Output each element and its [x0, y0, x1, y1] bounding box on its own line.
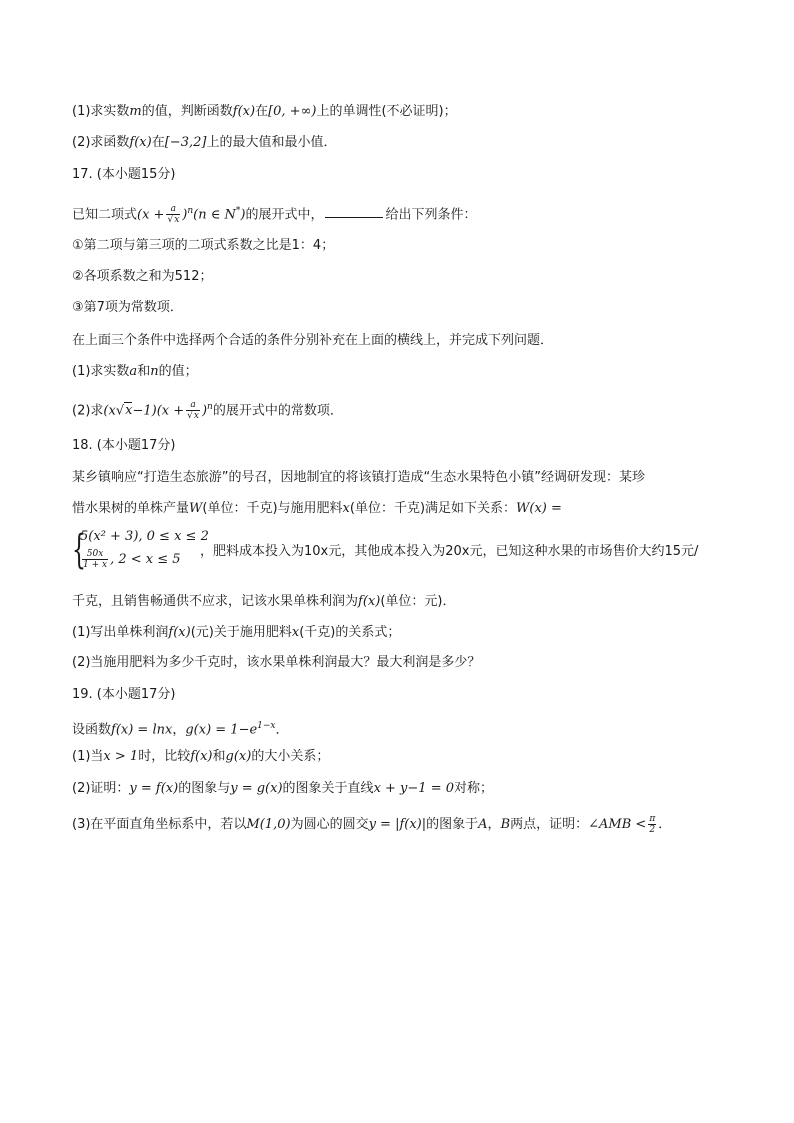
math-expr: f(x) — [358, 594, 381, 609]
text: ， — [487, 817, 501, 832]
p17-condition-3: ③第7项为常数项． — [72, 300, 183, 315]
text: 的大小关系； — [251, 749, 330, 764]
text: (单位：千克)满足如下关系： — [349, 501, 517, 516]
text: (2)求函数 — [72, 135, 130, 150]
p16-question-2 — [72, 134, 336, 152]
text: 上的最大值和最小值． — [206, 135, 337, 150]
p18-text-line-3: ，肥料成本投入为10x元，其他成本投入为20x元，已知这种水果的市场售价大约15元/ — [200, 544, 699, 559]
p17-question-2 — [72, 396, 343, 422]
math-expr: ∠AMB < — [588, 817, 647, 832]
p19-definition — [72, 717, 289, 739]
math-expr: y = f(x) — [129, 781, 179, 796]
math-var: B — [500, 817, 511, 832]
p17-condition-2: ②各项系数之和为512； — [72, 269, 213, 284]
math-expr: y = |f(x)| — [368, 817, 427, 832]
fraction-denominator: x — [193, 411, 199, 422]
text: 对称； — [454, 781, 494, 796]
text: 的图象与 — [178, 781, 231, 796]
p17-condition-1: ①第二项与第三项的二项式系数之比是1：4； — [72, 238, 335, 253]
text: (1)求实数 — [72, 364, 130, 379]
p19-question-1 — [72, 748, 329, 766]
math-expr: M(1,0) — [246, 817, 291, 832]
text: 的展开式中的常数项． — [212, 403, 343, 419]
math-expr: f(x) — [232, 104, 256, 119]
fraction — [166, 204, 180, 225]
fraction-numerator: a — [190, 400, 196, 411]
text: 上的单调性(不必证明)； — [316, 104, 457, 119]
text: 的值； — [158, 364, 198, 379]
fraction-denominator: x — [174, 215, 180, 226]
text: 的图象于 — [426, 817, 479, 832]
text: (1)求实数 — [72, 104, 130, 119]
math-expr: g(x) — [225, 749, 252, 764]
exponent: * — [235, 206, 241, 216]
math-expr: y = g(x) — [230, 781, 283, 796]
math-expr: f(x) — [168, 625, 191, 640]
p17-question-1 — [72, 363, 198, 381]
fill-in-blank — [325, 205, 383, 218]
p18-heading: 18. (本小题17分) — [72, 438, 176, 453]
text: 给出下列条件： — [385, 207, 477, 223]
p18-text-line-4 — [72, 593, 455, 611]
text: (1)写出单株利润 — [72, 625, 169, 640]
math-expr: f(x) — [190, 749, 213, 764]
text: (单位：千克)与施用肥料 — [202, 501, 343, 516]
sqrt-sign: √ — [167, 215, 174, 226]
math-interval: [−3,2] — [164, 135, 207, 150]
p19-question-2 — [72, 780, 493, 798]
text: 惜水果树的单株产量 — [72, 501, 190, 516]
math-var: a — [129, 364, 138, 379]
text: 的展开式中， — [245, 207, 324, 223]
fraction-numerator: π — [649, 814, 656, 824]
text: 已知二项式 — [72, 207, 138, 223]
math-expr: f(x) = lnx — [111, 722, 173, 738]
math-var: m — [129, 104, 142, 119]
text: 两点，证明： — [510, 817, 589, 832]
p17-intro — [72, 200, 476, 226]
text: (3)在平面直角坐标系中，若以 — [72, 817, 247, 832]
text: 设函数 — [72, 722, 112, 738]
piecewise-case-2 — [80, 549, 181, 570]
math-expr: g(x) = 1−e — [185, 722, 258, 738]
left-brace: { — [72, 527, 86, 573]
p16-question-1 — [72, 103, 457, 121]
math-var: A — [478, 817, 488, 832]
fraction — [186, 400, 200, 421]
math-interval: [0, +∞) — [268, 104, 317, 119]
text: (千克)的关系式； — [299, 625, 401, 640]
fraction-numerator: 50x — [86, 549, 104, 559]
math-var: x — [342, 501, 350, 516]
math-expr: W(x) = — [516, 501, 562, 516]
fraction — [82, 549, 108, 570]
math-expr: f(x) — [129, 135, 152, 150]
p18-question-2: (2)当施用肥料为多少千克时，该水果单株利润最大？最大利润是多少？ — [72, 655, 481, 670]
text: 和 — [137, 364, 151, 379]
text: 的值，判断函数 — [141, 104, 233, 119]
text: (2)证明： — [72, 781, 130, 796]
text: ， — [172, 722, 186, 738]
p18-question-1 — [72, 624, 400, 642]
p18-text-line-1: 某乡镇响应“打造生态旅游”的号召，因地制宜的将该镇打造成“生态水果特色小镇”经调研发现：某珍 — [72, 470, 645, 485]
math-expr: x + y−1 = 0 — [373, 781, 454, 796]
math-expr: (n ∈ N — [193, 207, 236, 223]
exponent: n — [187, 206, 194, 216]
math-expr: ) — [201, 403, 208, 419]
text: 的图象关于直线 — [282, 781, 374, 796]
text: (元)关于施用肥料 — [190, 625, 292, 640]
text: ． — [658, 817, 672, 832]
piecewise-function — [72, 527, 209, 575]
text: 时，比较 — [138, 749, 191, 764]
math-expr: ) — [182, 207, 188, 223]
text: ． — [275, 722, 289, 738]
text: 在 — [151, 135, 165, 150]
math-expr: ) — [240, 207, 246, 223]
text: (2)求 — [72, 403, 104, 419]
math-var: n — [150, 364, 159, 379]
math-expr: (x + — [137, 207, 165, 223]
text: (单位：元)． — [380, 594, 456, 609]
math-expr: , 2 < x ≤ 5 — [110, 552, 181, 567]
text: 在 — [255, 104, 269, 119]
text: (1)当 — [72, 749, 104, 764]
math-var: W — [189, 501, 203, 516]
p18-text-line-2 — [72, 500, 562, 518]
math-expr: (x — [103, 403, 116, 419]
p17-heading: 17. (本小题15分) — [72, 167, 176, 182]
piecewise-case-1: 5(x² + 3), 0 ≤ x ≤ 2 — [80, 529, 209, 544]
p19-heading: 19. (本小题17分) — [72, 687, 176, 702]
text: 和 — [212, 749, 226, 764]
math-expr: −1)(x + — [132, 403, 185, 419]
fraction-denominator: 1 + x — [83, 560, 108, 570]
exponent: n — [207, 402, 213, 412]
fraction-denominator: 2 — [649, 825, 656, 835]
math-var: x — [291, 625, 300, 640]
p19-question-3 — [72, 814, 671, 836]
fraction — [648, 814, 656, 835]
p17-instruction: 在上面三个条件中选择两个合适的条件分别补充在上面的横线上，并完成下列问题． — [72, 333, 554, 348]
radicand: x — [125, 403, 133, 419]
sqrt-sign: √ — [187, 411, 193, 422]
text: 为圆心的圆交 — [290, 817, 369, 832]
exponent: 1−x — [257, 721, 276, 731]
text: 千克，且销售畅通供不应求，记该水果单株利润为 — [72, 594, 359, 609]
math-expr: x > 1 — [103, 749, 139, 764]
fraction-numerator: a — [170, 204, 177, 215]
sqrt-sign: √ — [115, 403, 125, 419]
